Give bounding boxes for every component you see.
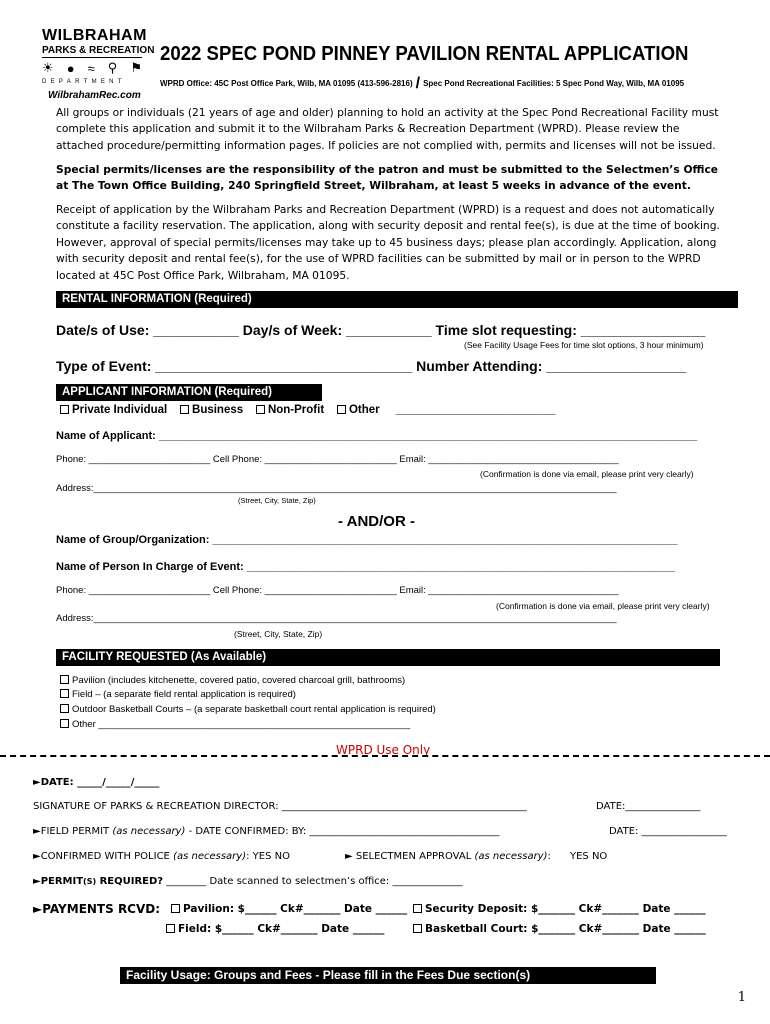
- swimmer-icon: ≈: [87, 60, 95, 76]
- cyclist-icon: ⚲: [107, 60, 118, 75]
- facility-pavilion[interactable]: Pavilion (includes kitchenette, covered patio, covered charcoal grill, bathrooms): [60, 675, 405, 686]
- checkbox-other[interactable]: Other: [337, 404, 380, 416]
- field-permit-date[interactable]: DATE: _________________: [609, 826, 727, 837]
- checkbox-icon: [413, 924, 422, 933]
- checkbox-icon: [166, 924, 175, 933]
- facility-other[interactable]: Other ___________________________________________________________: [60, 719, 410, 730]
- field-permit-row[interactable]: ►FIELD PERMIT (as necessary) - DATE CONFIRMED: BY: ______________________________________: [33, 826, 500, 837]
- checkbox-icon: [413, 904, 422, 913]
- payments-label: ►PAYMENTS RCVD:: [33, 902, 161, 916]
- logo-divider: [42, 57, 142, 58]
- checkbox-nonprofit[interactable]: Non-Profit: [256, 404, 324, 416]
- office-date-field[interactable]: ►DATE: _____/_____/_____: [33, 777, 160, 788]
- hiker-icon: ⚑: [130, 60, 142, 75]
- and-or-divider: - AND/OR -: [338, 513, 415, 530]
- cut-line: [0, 755, 770, 757]
- wprd-use-only-title: WPRD Use Only: [336, 743, 431, 757]
- page-number: 1: [737, 990, 746, 1005]
- other-blank[interactable]: _________________________: [395, 404, 556, 416]
- payment-field[interactable]: Field: $______ Ck#_______ Date ______: [166, 923, 384, 935]
- sun-icon: ☀: [42, 60, 54, 75]
- checkbox-icon: [180, 405, 189, 414]
- checkbox-icon: [60, 719, 69, 728]
- checkbox-business[interactable]: Business: [180, 404, 243, 416]
- logo-dept: DEPARTMENT: [42, 79, 126, 85]
- checkbox-icon: [60, 689, 69, 698]
- address-hint-2: (Street, City, State, Zip): [234, 629, 323, 639]
- logo-icons: [42, 60, 142, 76]
- applicant-name-field[interactable]: Name of Applicant: ________________________________________________________________________________________: [56, 430, 698, 442]
- payment-security[interactable]: Security Deposit: $_______ Ck#_______ Date ______: [413, 903, 706, 915]
- address-hint: (Street, City, State, Zip): [238, 496, 316, 505]
- person-in-charge-field[interactable]: Name of Person In Charge of Event: ______________________________________________________________________: [56, 561, 675, 573]
- applicant-type-options: [60, 404, 556, 416]
- logo-title: WILBRAHAM: [42, 27, 147, 44]
- selectmen-yes-no[interactable]: YES NO: [570, 851, 608, 862]
- facility-field[interactable]: Field – (a separate field rental application is required): [60, 689, 296, 700]
- slash-separator: /: [415, 75, 421, 92]
- receipt-paragraph: Receipt of application by the Wilbraham Parks and Recreation Department (WPRD) is a request and does not automatically constitute a facility reservation. The application, along with security deposit and rental fee(s), is due at the time of booking. However, approval of special permits/licenses may take up to 45 business days; please plan accordingly. Application, along with security deposit and rental fee(s), for the use of WPRD facilities can be submitted by mail or in person to the WPRD located at 45C Post Office Park, Wilbraham, MA 01095.: [56, 203, 720, 282]
- applicant-phone-row[interactable]: Phone: _______________________ Cell Phone: _________________________ Email: ____________________________________: [56, 454, 619, 465]
- contact-phone-row[interactable]: Phone: _______________________ Cell Phone: _________________________ Email: ____________________________________: [56, 585, 619, 596]
- rental-info-bar: RENTAL INFORMATION (Required): [56, 291, 738, 308]
- fees-note: (See Facility Usage Fees for time slot options, 3 hour minimum): [464, 340, 704, 350]
- checkbox-icon: [256, 405, 265, 414]
- office-address: WPRD Office: 45C Post Office Park, Wilb, MA 01095 (413-596-2816): [160, 79, 413, 88]
- facility-requested-bar: FACILITY REQUESTED (As Available): [56, 649, 720, 666]
- applicant-info-bar: APPLICANT INFORMATION (Required): [56, 384, 322, 401]
- logo-subtitle: PARKS & RECREATION: [42, 45, 155, 56]
- checkbox-icon: [60, 405, 69, 414]
- checkbox-private[interactable]: Private Individual: [60, 404, 167, 416]
- signature-date-field[interactable]: DATE:_______________: [596, 801, 701, 812]
- type-of-event-field[interactable]: Type of Event: _________________________________ Number Attending: __________________: [56, 358, 687, 374]
- group-name-field[interactable]: Name of Group/Organization: ____________________________________________________________________________: [56, 534, 678, 546]
- dates-of-use-field[interactable]: Date/s of Use: ___________ Day/s of Week: ___________ Time slot requesting: ________________: [56, 322, 706, 338]
- basketball-icon: ●: [66, 60, 75, 76]
- page-title: 2022 SPEC POND PINNEY PAVILION RENTAL APPLICATION: [160, 43, 689, 65]
- checkbox-icon: [337, 405, 346, 414]
- office-address-line: [160, 73, 684, 91]
- checkbox-icon: [60, 704, 69, 713]
- intro-paragraph: All groups or individuals (21 years of age and older) planning to hold an activity at the Spec Pond Recreational Facility must complete this application and submit it to the Wilbraham Parks & Recreation Department (WPRD). Please review the attached procedure/permitting information pages. If policies are not complied with, permits and licenses will not be issued.: [56, 106, 719, 152]
- facility-address: Spec Pond Recreational Facilities: 5 Spec Pond Way, Wilb, MA 01095: [423, 79, 685, 88]
- email-confirm-note: (Confirmation is done via email, please print very clearly): [480, 469, 694, 479]
- selectmen-approval-row[interactable]: ► SELECTMEN APPROVAL (as necessary):: [345, 851, 551, 862]
- checkbox-icon: [60, 675, 69, 684]
- payment-basketball[interactable]: Basketball Court: $_______ Ck#_______ Date ______: [413, 923, 706, 935]
- applicant-address-field[interactable]: Address:___________________________________________________________________________________________________: [56, 483, 617, 494]
- permits-required-row[interactable]: ►PERMIT(S) REQUIRED? ________ Date scanned to selectmen’s office: ______________: [33, 876, 463, 887]
- checkbox-icon: [171, 904, 180, 913]
- facility-basketball[interactable]: Outdoor Basketball Courts – (a separate basketball court rental application is required): [60, 704, 436, 715]
- contact-address-field[interactable]: Address:___________________________________________________________________________________________________: [56, 613, 617, 624]
- director-signature-field[interactable]: SIGNATURE OF PARKS & RECREATION DIRECTOR: _________________________________________________: [33, 801, 527, 812]
- logo-url[interactable]: WilbrahamRec.com: [48, 90, 141, 101]
- permits-notice: Special permits/licenses are the responsibility of the patron and must be submitted to the Selectmen’s Office at The Town Office Building, 240 Springfield Street, Wilbraham, at least 5 weeks in advance of the event.: [56, 163, 719, 193]
- facility-usage-bar: Facility Usage: Groups and Fees - Please fill in the Fees Due section(s): [120, 967, 656, 984]
- police-confirm-row[interactable]: ►CONFIRMED WITH POLICE (as necessary): YES NO: [33, 851, 290, 862]
- email-confirm-note-2: (Confirmation is done via email, please print very clearly): [496, 601, 710, 611]
- payment-pavilion[interactable]: Pavilion: $______ Ck#_______ Date ______: [171, 903, 407, 915]
